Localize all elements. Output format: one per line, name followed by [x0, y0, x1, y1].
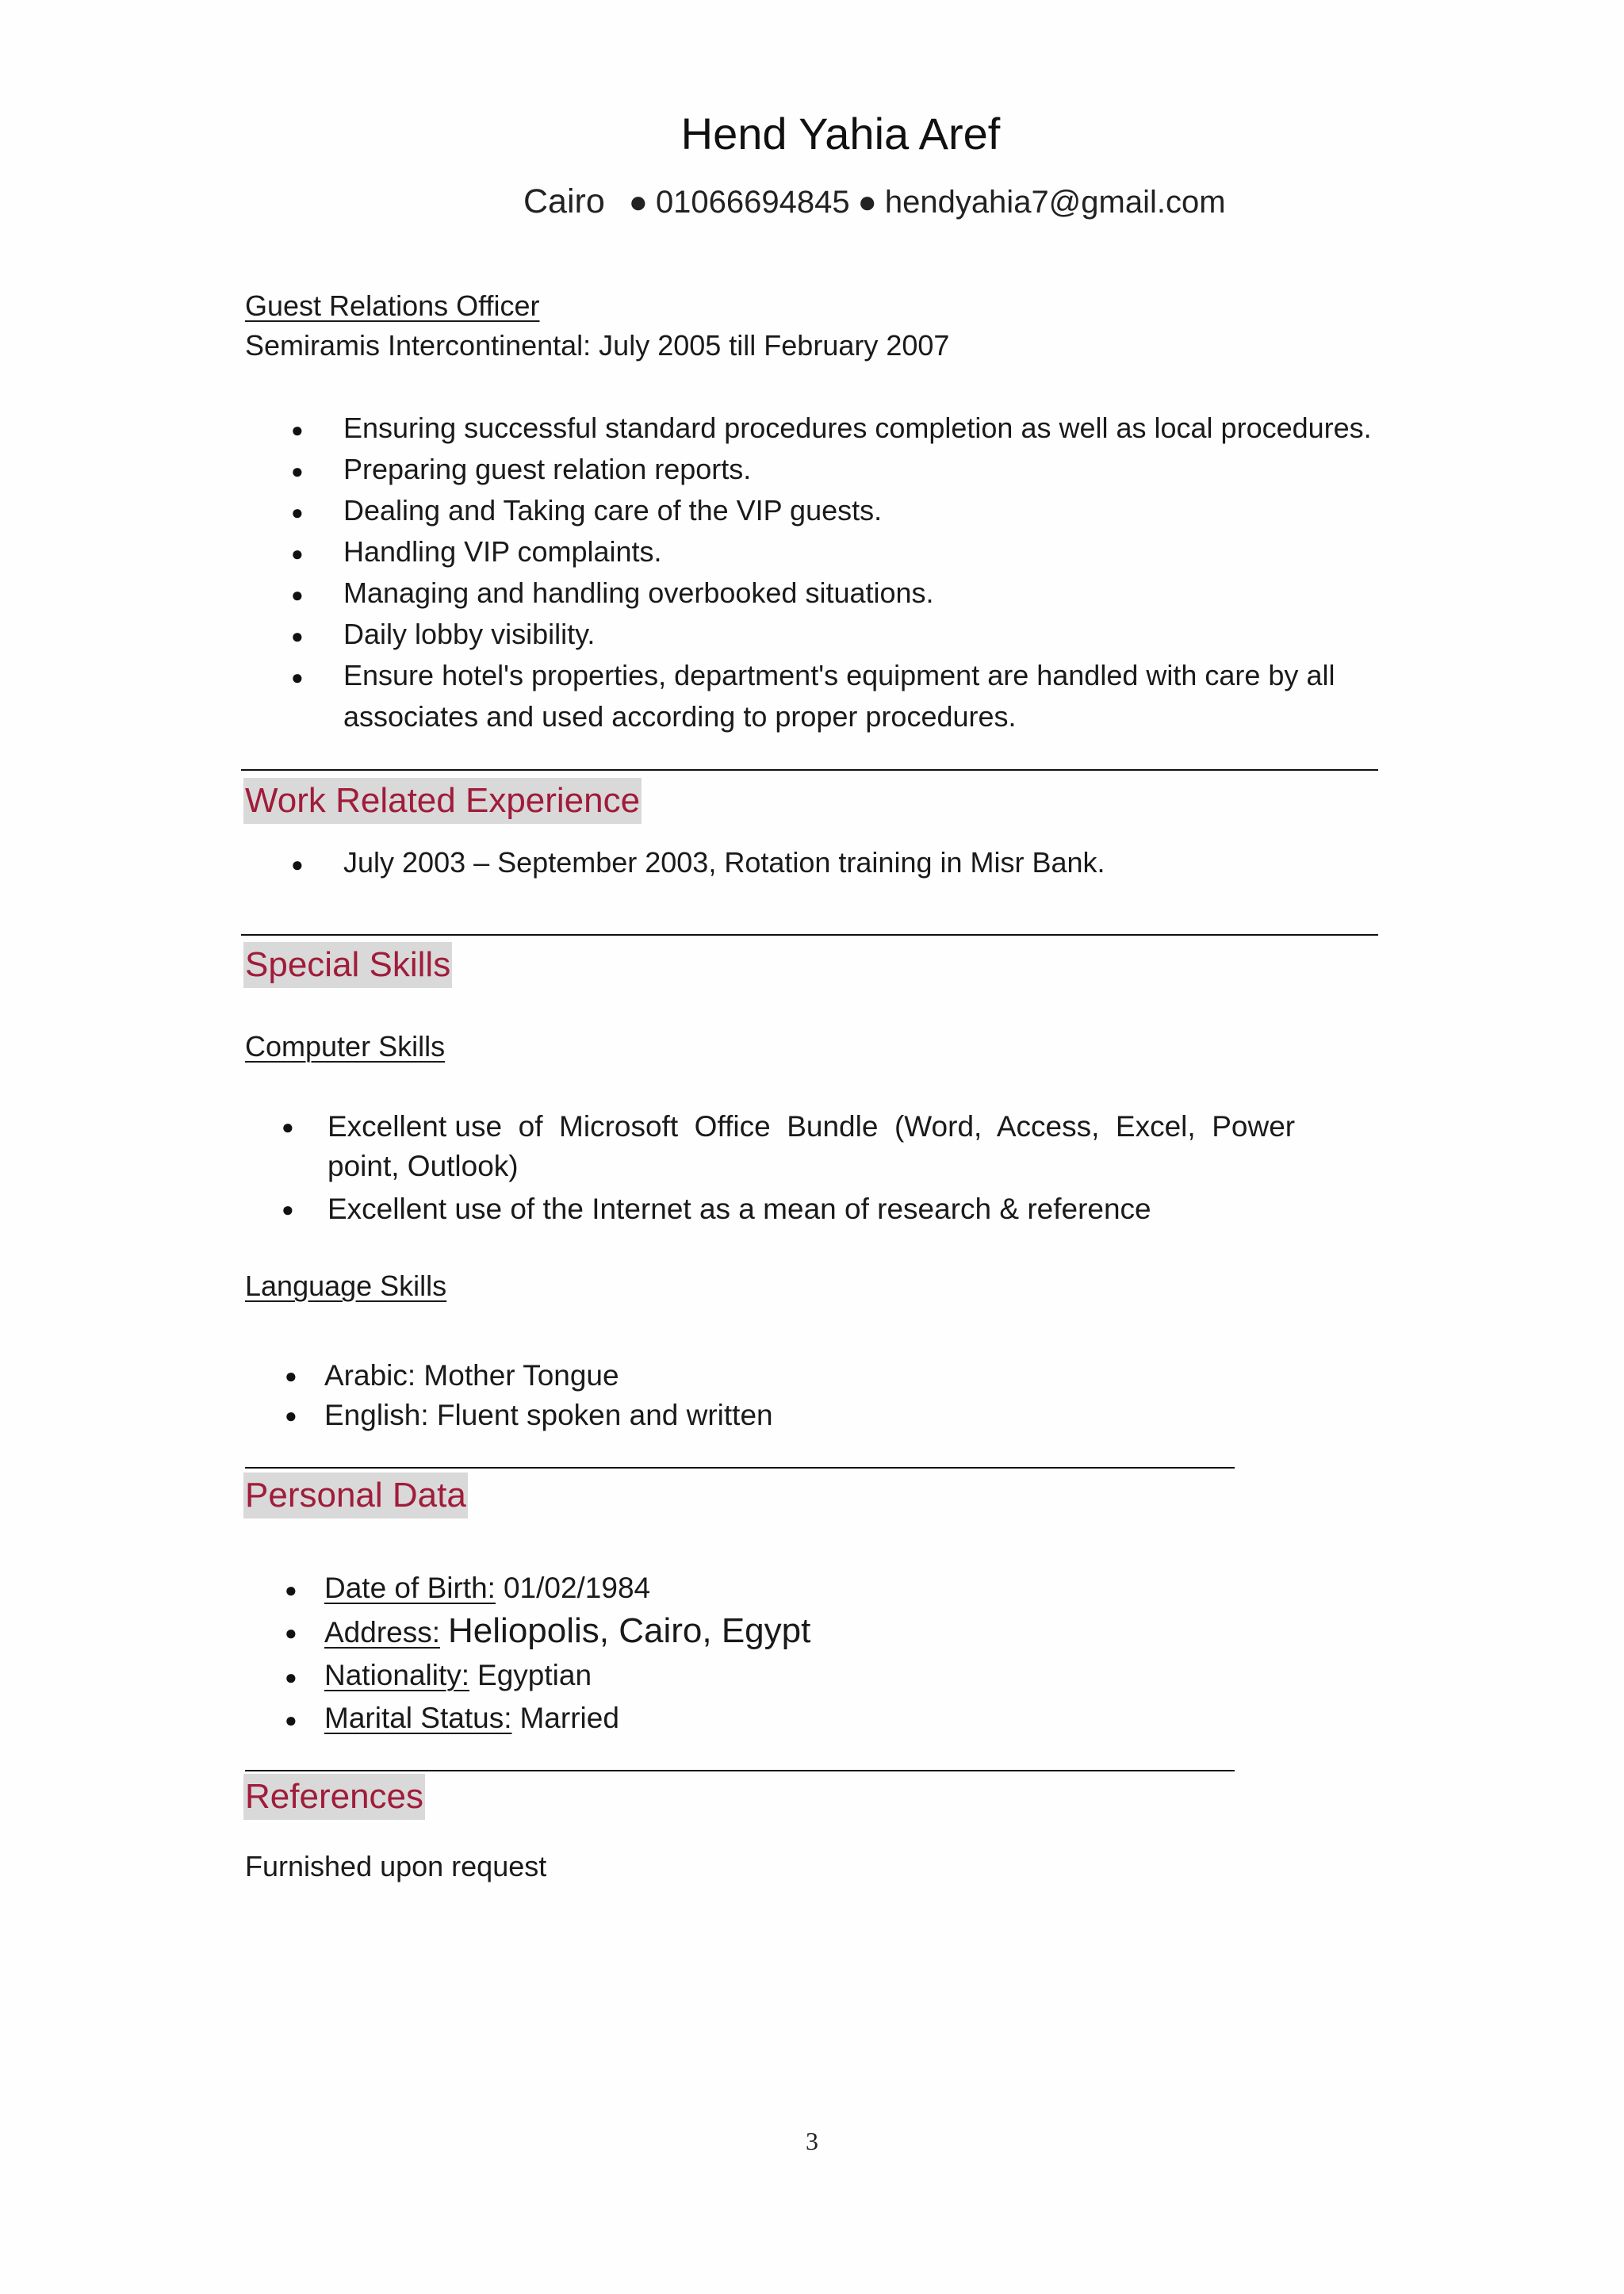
list-item: ● Preparing guest relation reports. [245, 449, 1372, 490]
separator-dot: ● [628, 185, 648, 220]
list-item: ● Daily lobby visibility. [245, 614, 1372, 655]
contact-email[interactable]: hendyahia7@gmail.com [884, 185, 1226, 220]
candidate-name: Hend Yahia Aref [680, 109, 1001, 159]
marital-label: Marital Status: [324, 1702, 512, 1734]
list-item: ● Handling VIP complaints. [245, 531, 1372, 573]
list-item: ● Ensure hotel's properties, department's equipment are handled with care by all [245, 655, 1372, 696]
section-divider [241, 769, 1378, 771]
language-skills-list [245, 1356, 773, 1435]
personal-item-marital-status [245, 1697, 810, 1740]
personal-item-dob [245, 1567, 810, 1610]
language-skills-heading: Language Skills [245, 1270, 447, 1302]
personal-data-list [245, 1567, 810, 1740]
contact-city: Cairo [523, 182, 605, 220]
work-related-heading: Work Related Experience [243, 778, 642, 824]
list-item: ● Excellent use of Microsoft Office Bundle (Word, Access, Excel, Power [245, 1107, 1295, 1147]
list-item: ● English: Fluent spoken and written [245, 1396, 773, 1435]
section-divider [245, 1770, 1235, 1771]
dob-label: Date of Birth: [324, 1572, 496, 1604]
page-number: 3 [806, 2127, 818, 2155]
marital-value: Married [519, 1702, 619, 1734]
job-duties-list [245, 408, 1372, 737]
references-heading: References [243, 1774, 425, 1820]
work-related-list [245, 842, 1105, 883]
section-divider [245, 1467, 1235, 1469]
job-title: Guest Relations Officer [245, 289, 540, 322]
personal-item-address [245, 1610, 810, 1654]
computer-skills-list [245, 1107, 1295, 1229]
nationality-label: Nationality: [324, 1659, 470, 1691]
separator-dot: ● [857, 185, 877, 220]
computer-skills-heading: Computer Skills [245, 1030, 446, 1063]
list-item-continuation: point, Outlook) [327, 1150, 519, 1182]
dob-value: 01/02/1984 [503, 1572, 651, 1604]
list-item: ● Excellent use of the Internet as a mean of research & reference [245, 1189, 1295, 1229]
special-skills-heading: Special Skills [243, 942, 452, 988]
list-item: ● July 2003 – September 2003, Rotation training in Misr Bank. [245, 842, 1105, 883]
nationality-value: Egyptian [477, 1659, 592, 1691]
list-item-continuation: associates and used according to proper procedures. [343, 700, 1017, 733]
job-company-dates: Semiramis Intercontinental: July 2005 till February 2007 [245, 329, 950, 362]
references-text: Furnished upon request [245, 1850, 547, 1882]
personal-data-heading: Personal Data [243, 1473, 468, 1518]
contact-phone[interactable]: 01066694845 [655, 185, 850, 220]
list-item: ● Ensuring successful standard procedures completion as well as local procedures. [245, 408, 1372, 449]
list-item: ● Arabic: Mother Tongue [245, 1356, 773, 1396]
list-item: ● Dealing and Taking care of the VIP guests. [245, 490, 1372, 531]
list-item: ● Managing and handling overbooked situations. [245, 573, 1372, 614]
section-divider [241, 934, 1378, 936]
address-label: Address: [324, 1616, 441, 1649]
address-value: Heliopolis, Cairo, Egypt [448, 1611, 811, 1650]
personal-item-nationality [245, 1654, 810, 1697]
contact-line [523, 181, 1226, 223]
